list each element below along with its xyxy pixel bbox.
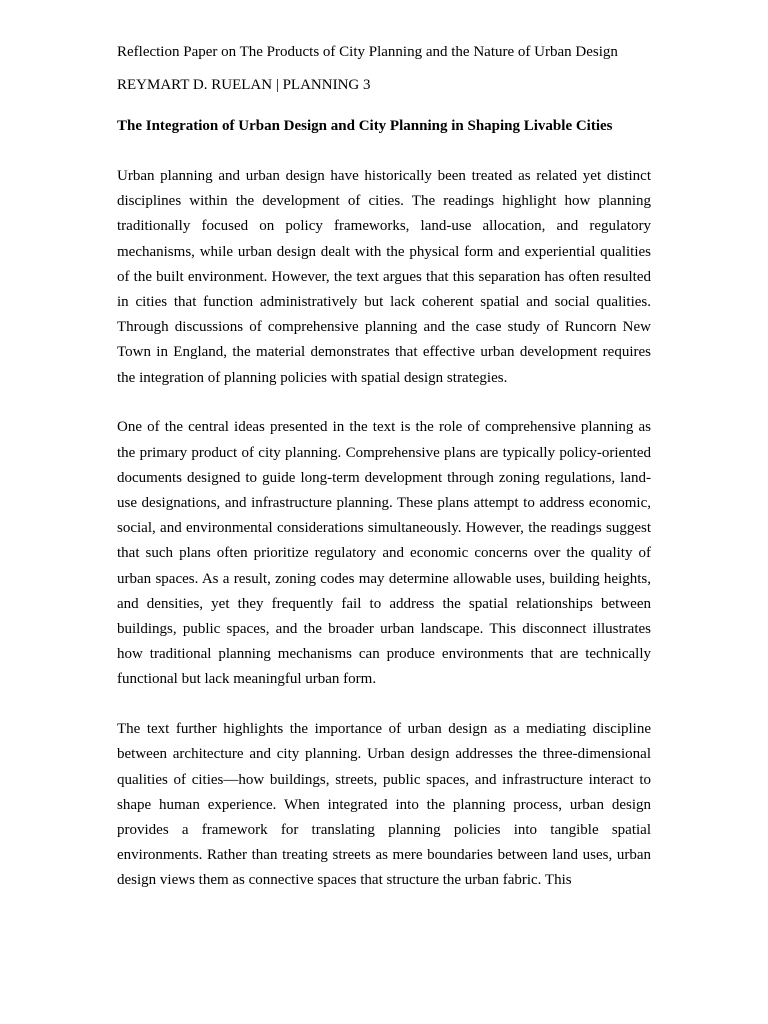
paragraph-2: One of the central ideas presented in the text is the role of comprehensive planning as the primary product of city planning. Comprehensive plans are typically policy-oriented documents designed to guide long-term development through zoning regulations, land-use designations, and infrastructure planning. These plans attempt to address economic, social, and environmental considerations simultaneously. However, the readings suggest that such plans often prioritize regulatory and economic concerns over the quality of urban spaces. As a result, zoning codes may determine allowable uses, building heights, and densities, yet they frequently fail to address the spatial relationships between buildings, public spaces, and the broader urban landscape. This disconnect illustrates how traditional planning mechanisms can produce environments that are technically functional but lack meaningful urban form. [117,419,651,688]
paragraph-3: The text further highlights the importance of urban design as a mediating discipline between architecture and city planning. Urban design addresses the three-dimensional qualities of cities—how buildings, streets, public spaces, and infrastructure interact to shape human experience. When integrated into the planning process, urban design provides a framework for translating planning policies into tangible spatial environments. Rather than treating streets as mere boundaries between land uses, urban design views them as connective spaces that structure the urban fabric. This [117,721,651,889]
essay-title: The Integration of Urban Design and City Planning in Shaping Livable Cities [117,118,613,134]
document-body [117,40,651,894]
author-line: REYMART D. RUELAN | PLANNING 3 [117,77,371,93]
paper-header-title: Reflection Paper on The Products of City Planning and the Nature of Urban Design [117,44,618,60]
paragraph-1: Urban planning and urban design have historically been treated as related yet distinct disciplines within the development of cities. The readings highlight how planning traditionally focused on policy frameworks, land-use allocation, and regulatory mechanisms, while urban design dealt with the physical form and experiential qualities of the built environment. However, the text argues that this separation has often resulted in cities that function administratively but lack coherent spatial and social qualities. Through discussions of comprehensive planning and the case study of Runcorn New Town in England, the material demonstrates that effective urban development requires the integration of planning policies with spatial design strategies. [117,168,651,386]
